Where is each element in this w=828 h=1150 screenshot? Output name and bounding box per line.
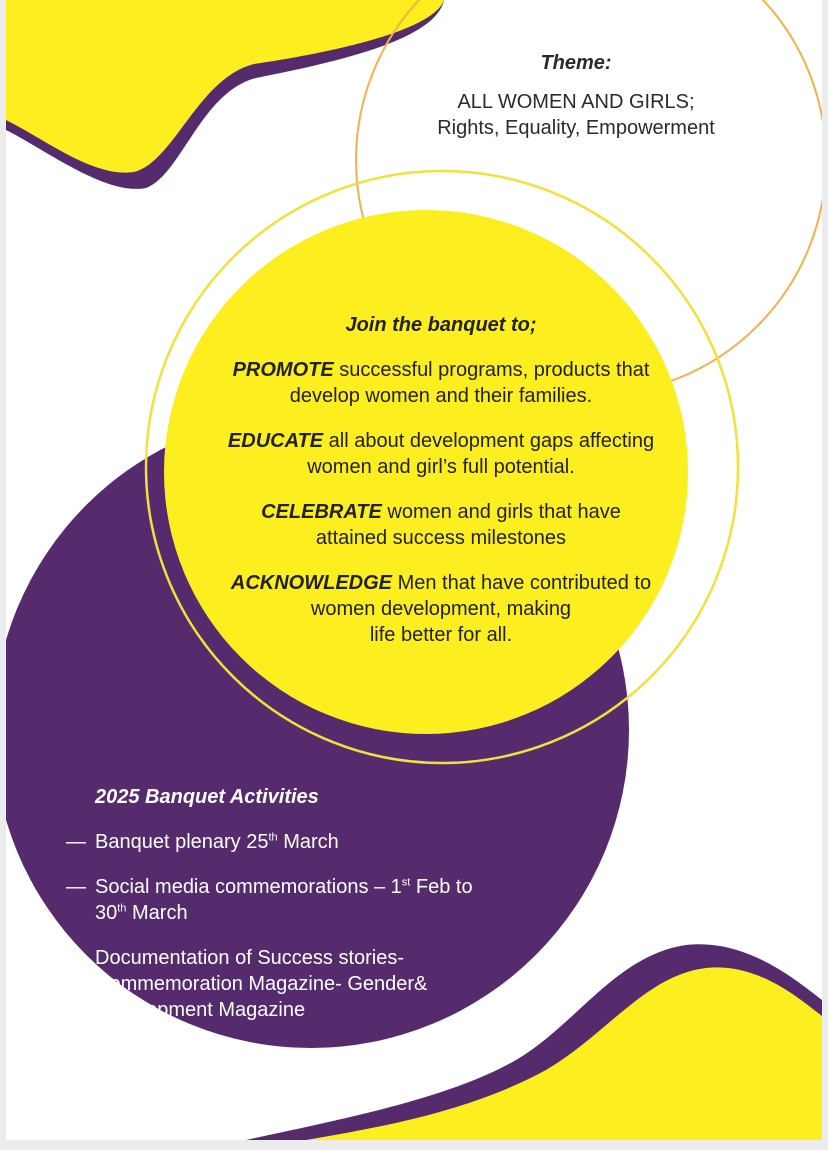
- dash-bullet: —: [66, 876, 86, 898]
- activities-block: [66, 786, 526, 1042]
- activity-item: [66, 874, 526, 926]
- join-title: Join the banquet to;: [345, 314, 537, 336]
- theme-block: [386, 52, 766, 141]
- theme-label: Theme:: [540, 52, 612, 74]
- activity-1-text-end: March: [277, 831, 339, 853]
- educate-keyword: EDUCATE: [227, 430, 324, 452]
- join-banquet-block: [216, 314, 666, 667]
- activity-2-sup-1: st: [401, 876, 411, 889]
- theme-line-2: Rights, Equality, Empowerment: [437, 117, 715, 139]
- activity-item: [66, 945, 526, 1023]
- activity-3-line-3: Development Magazine: [95, 999, 306, 1021]
- acknowledge-text-2: women development, making: [310, 598, 572, 620]
- acknowledge-text-1: Men that have contributed to: [392, 572, 652, 594]
- celebrate-keyword: CELEBRATE: [261, 501, 382, 523]
- activity-2-sup-2: th: [117, 902, 127, 915]
- promote-text-1: successful programs, products that: [333, 359, 650, 381]
- acknowledge-keyword: ACKNOWLEDGE: [230, 572, 393, 594]
- dash-bullet: —: [66, 831, 86, 853]
- activity-2-text-c: 30: [95, 902, 118, 924]
- celebrate-paragraph: [216, 499, 666, 551]
- activity-2-text-b: Feb to: [410, 876, 473, 898]
- activity-2-text-d: March: [126, 902, 188, 924]
- educate-paragraph: [216, 428, 666, 480]
- promote-keyword: PROMOTE: [232, 359, 334, 381]
- activity-1-sup: th: [268, 831, 278, 844]
- activities-title: 2025 Banquet Activities: [95, 786, 319, 808]
- poster-page: [6, 0, 822, 1140]
- theme-line-1: ALL WOMEN AND GIRLS;: [457, 91, 695, 113]
- promote-text-2: develop women and their families.: [289, 385, 593, 407]
- promote-paragraph: [216, 357, 666, 409]
- educate-text-1: all about development gaps affecting: [323, 430, 655, 452]
- acknowledge-paragraph: [216, 570, 666, 648]
- activity-3-line-1: Documentation of Success stories-: [95, 947, 405, 969]
- activity-item: [66, 829, 526, 855]
- educate-text-2: women and girl’s full potential.: [307, 456, 575, 478]
- celebrate-text-2: attained success milestones: [315, 527, 567, 549]
- acknowledge-text-3: life better for all.: [369, 624, 513, 646]
- activity-1-text: Banquet plenary 25: [95, 831, 269, 853]
- celebrate-text-1: women and girls that have: [381, 501, 621, 523]
- activity-3-line-2: Commemoration Magazine- Gender&: [95, 973, 428, 995]
- activity-2-text: Social media commemorations – 1: [95, 876, 402, 898]
- dash-bullet: —: [66, 947, 86, 969]
